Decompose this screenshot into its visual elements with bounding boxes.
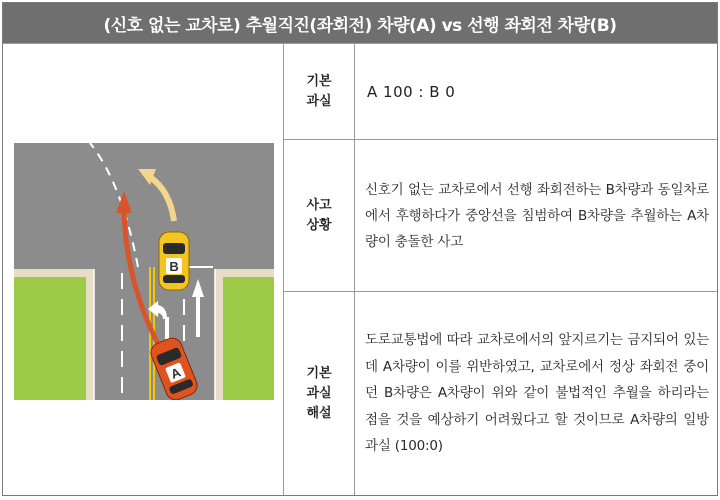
basic-fault-label-cell xyxy=(284,43,355,139)
vehicle-a-label: A xyxy=(168,364,183,382)
accident-situation-label: 사고 상황 xyxy=(306,197,332,233)
fault-explanation-label: 기본 과실 해설 xyxy=(306,365,332,421)
fault-explanation-text: 도로교통법에 따라 교차로에서의 앞지르기는 금지되어 있는데 A차량이 이를 위반하였고, 교차로에서 정상 좌회전 중이던 B차량은 A차량이 위와 같이 불법적인 추월을 하리라는 점을 것을 예상하기 어려웠다고 할 것이므로 A차량의 일방과실 (100:0) xyxy=(365,332,709,455)
basic-fault-value: A 100 : B 0 xyxy=(367,82,456,101)
accident-situation-text: 신호기 없는 교차로에서 선행 좌회전하는 B차량과 동일차로에서 후행하다가 중앙선을 침범하여 B차량을 추월하는 A차량이 충돌한 사고 xyxy=(365,181,709,250)
fault-explanation-value-cell xyxy=(355,291,717,495)
diagram-cell xyxy=(3,43,284,495)
intersection-diagram xyxy=(14,143,274,400)
basic-fault-label: 기본 과실 xyxy=(306,73,332,109)
page-title: (신호 없는 교차로) 추월직진(좌회전) 차량(A) vs 선행 좌회전 차량(B) xyxy=(3,3,717,43)
accident-case-table xyxy=(2,2,718,496)
accident-situation-value-cell xyxy=(355,139,717,291)
fault-explanation-label-cell xyxy=(284,291,355,495)
basic-fault-value-cell xyxy=(355,43,717,139)
vehicle-b-label: B xyxy=(169,259,179,274)
right-corner-block xyxy=(215,269,274,400)
left-corner-block xyxy=(14,269,94,400)
accident-situation-label-cell xyxy=(284,139,355,291)
vehicle-b-car xyxy=(159,232,189,290)
